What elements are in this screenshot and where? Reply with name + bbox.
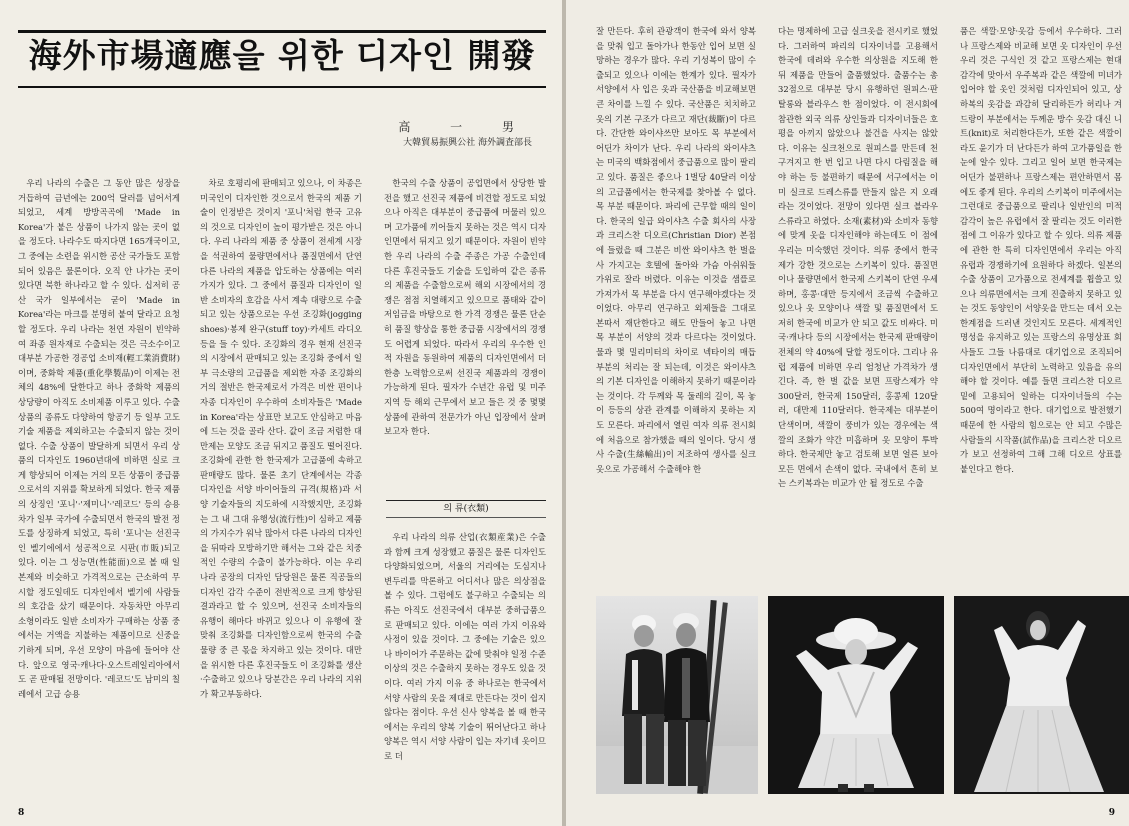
author-affiliation: 大韓貿易振興公社 海外調査部長 [403,138,532,148]
body-text: 우리 나라의 수출은 그 동안 많은 성장을 거듭하여 금년에는 200억 달러를 넘어서게 되었고, 세계 방방곡곡에 'Made in Korea'가 붙은 상품이 나가지 않는 곳이 없을 정도다. 나라수도 따지다면 165개국이고, 그 중에는 소련을 위시한 공산 국가들도 포함되어 있음은 물론이다. 오직 안 나가는 곳이 있다면 북한 하나라고 할 수 있다. 십저히 공산 국가 일부에서는 굳이 'Made in Korea'라는 마크를 분명히 붙여 달라고 요청할 정도다. 우리 나라는 천연 자원이 빈약하여 좌종 원자재로 수출되는 것은 극소수이고 대부분 가공한 경공업 소비재(輕工業消費財)이며, 중화학 제품(重化學製品)이 이제는 전체의 48%에 달한다고 하나 중화학 제품의 상당량이 아직도 소비제품 이루고 있다. 수출 상품의 종류도 다양하여 항공기 등 일부 고도 기술 제품을 제외하고는 수출되지 않는 것이 없다. 수출 상품이 발달하게 되면서 우리 상품의 디자인도 1960년대에 비하면 실로 크게 향상되어 이제는 거의 모든 상품이 중급품으로서의 지위를 확보하게 되었다. 한국 제품의 상징인 '포니'·'제미니'·'레코드' 등의 승용차가 일부 국가에 수출되면서 한국의 발전 정도를 상징하게 되었고, 특히 '포니'는 선진국인 벨기에에서 성공적으로 시판(市販)되고 있다. 이는 그 성능면(性能面)으로 볼 때 일본제와 비슷하고 가격적으로는 근소하여 무시할 정도일데도 디자인에서 벨기에 사람들의 호감을 샀기 때문이다. 자동차만 아무리 소형이라도 일반 소비자가 구매하는 상품 중에서는 거액을 지불하는 제품이므로 신중을 기하게 되며, 우선 모양이 마음에 들어야 산다. 앞으로 영국·캐나다·오스트레일리아에서도 곧 판매될 전망이다. '레코드'도 남미의 칠레에서 고급 승용 [18,178,180,699]
right-column-1 [596,24,756,584]
body-text: 우리 나라의 의류 산업(衣類産業)은 수출과 함께 크게 성장했고 품질은 물론 디자인도 다양화되었으며, 서울의 거리에는 도심지나 변두리를 막론하고 어디서나 많은 의상점을 볼 수 있다. 그럼에도 불구하고 수출되는 의류는 아직도 선진국에서 대부분 중하급품으로 판매되고 있다. 이에는 여러 가지 이유와 사정이 있을 것이다. 그 중에는 기술은 있으나 바이어가 주문하는 값에 맞춰야 일정 수준 이상의 것은 수출하지 못하는 경우도 있을 것이다. 여러 가지 이유 중 하나로는 한국에서 서양 사람의 옷을 제대로 만든다는 것이 쉽지 않다는 점이다. 우선 신사 양복을 볼 때 한국에서는 우리의 양복 기술이 뛰어난다고 하나 양복은 역시 서양 사람이 입는 자기네 옷이므로 더 [384,532,546,761]
page-number-right: 9 [1108,808,1115,818]
body-text: 한국의 수출 상품이 공업면에서 상당한 발전을 했고 선진국 제품에 비견할 정도로 되었으나 아직은 대부분이 중급품에 머물러 있으며 고가품에 끼어들지 못하는 것은 역시 디자인면에서 뒤지고 있기 때문이다. 자원이 빈약한 우리 나라의 수출 주종은 가공 수출인데 다른 후진국들도 기술을 도입하여 같은 종류의 제품을 수출함으로써 해외 시장에서의 경쟁은 점점 치열해지고 있으므로 품태와 같이 저임금을 바탕으로 한 가격 경쟁은 물론 단순히 품질 향상을 통한 중급품 시장에서의 경쟁도 어렵게 되었다. 따라서 우리의 우수한 인적 자원을 동원하여 제품의 디자인면에서 더한층 노력함으로써 선진국 제품과의 경쟁이 가능하게 된다. 필자가 수년간 유럽 및 미주 지역 등 해외 근무에서 보고 들은 것 중 몇몇 상품에 관하여 전문가가 아닌 입장에서 살펴보고자 한다. [384,178,546,437]
author-name: 高 一 男 [398,120,532,134]
section-heading-clothing: 의 류(衣類) [386,500,546,518]
title-rule-top [18,30,546,33]
left-page [0,0,562,826]
body-text: 품은 색깔·모양·옷감 등에서 우수하다. 그러나 프랑스제와 비교해 보면 옷 디자인이 우선 우리 것은 구식인 것 같고 프랑스제는 현대 감각에 맞아서 우주복과 같은 색깔에 미녀가 입어야 할 옷인 것처럼 디자인되어 있고, 상하복의 옷감을 과감히 달리하든가 허리나 겨드랑이 부분에서는 두께운 방수 옷감 대신 니트(knit)로 처리한다든가, 또한 같은 색깔이라도 윤기가 더 난다든가 하여 고가품일을 한눈에 알수 있다. 그리고 일어 보면 한국제는 어딘가 불편하나 프랑스제는 편안하면서 몸에도 좋게 된다. 우리의 스키복이 미주에서는 그런대로 중급품으로 팔리나 일반인의 미적 감각이 높은 유럽에서 잘 팔리는 것도 이러한 점에 그 이유가 있다고 할 수 있다. 의류 제품에 관한 한 특히 디자인면에서 우리는 아직 유럽과 경쟁하기에 요원하다 하겠다. 일본의 수출 상품이 고가품으로 전세계를 휩쓸고 있으나 의류면에서는 크게 진출하지 못하고 있는 것도 동양인이 서양옷을 만드는 데서 오는 한계점을 드러낸 것인지도 모른다. 세계적인 명성을 유지하고 있는 프랑스의 유명상표 회사들도 그들 나름대로 대기업으로 조직되어 디자인면에서 부단히 노력하고 있음을 유의해야 할 것이다. 예를 들면 크리스찬 디오르 밑에 고용되어 일하는 디자이너들의 수는 500여 명이라고 한다. 대기업으로 발전했기 때문에 한 사람의 힘으로는 안 되고 수많은 사람들의 시작품(試作品)을 크리스찬 디오르가 보고 선정하여 그해 그해 디오르 상표를 붙인다고 한다. [960,26,1122,474]
left-column-2 [200,176,362,806]
body-text: 차로 호평리에 판매되고 있으나, 이 차종은 미국인이 디자인한 것으로서 한국의 제품 기술이 인정받은 것이지 '포니'처럼 한국 고유의 것으로 디자인이 높이 평가받은 것은 아니다. 우리 나라의 제품 중 상품이 전세계 시장을 석권하여 물량면에서나 품질면에서 단연 다른 나라의 제품을 압도하는 상품에는 여러 가지가 있다. 그 중에서 품질과 디자인이 일반 소비자의 호감을 사서 계속 대량으로 수출되고 있는 상품으로는 우선 조깅화(jogging shoes)·봉제 완구(stuff toy)·카세트 라디오 등을 들 수 있다. 조깅화의 경우 현재 선진국의 시장에서 판매되고 있는 조깅화 중에서 일부 극소량의 고급품을 제외한 자종 조깅화의 거의 절반은 한국제로서 가격은 비싼 편이나 자종 디자인이 우수하여 소비자들은 'Made in Korea'라는 상표만 보고도 안심하고 마음에 드는 것을 골라 산다. 값이 조금 저렴한 대만제는 모양도 조금 뒤지고 품질도 떨어진다. 조깅화에 관한 한 한국제가 고급품에 속하고 판매량도 많다. 물론 초기 단계에서는 각종 디자인을 서양 바이어들의 규격(規格)과 서양 기술자들의 지도하에 시작했지만, 조깅화는 그 내 그대 유행성(流行性)이 심하고 제품의 가지수가 워낙 많아서 다른 나라의 디자인을 뒤따라 모방하기만 해서는 그와 같은 치중적인 수량의 수출이 불가능하다. 이는 우리 나라 공장의 디자인 담당원은 물론 직공들의 디자인 감각 수준이 전반적으로 크게 향상된 결과라고 할 수 있으며, 선진국 소비자들의 유행이 해마다 바뀌고 있으나 이 유행에 잘 맞춰 조깅화를 디자인함으로써 한국의 수출 물량 중 큰 몫을 차지하고 있는 것이다. 대만을 위시한 다른 후진국들도 이 조깅화를 생산·수출하고 있으나 당분간은 우리 나라의 지위가 확고부동하다. [200,178,362,699]
left-column-1 [18,176,180,806]
right-page [566,0,1129,826]
page-number-left: 8 [18,808,25,818]
title-rule-bottom [18,86,546,88]
body-text: 다는 명제하에 고급 실크옷을 전시키로 했었다. 그러하여 파리의 디자이너를 고용해서 한국에 데려와 우수한 의상원을 지도해 한 뒤 제품을 만들어 출품했었다. 출품수는 총 32점으로 대부분 당시 유행하던 원피스·판탈롱와 블라우스 한 점이었다. 이 전시회에 참관한 외국 의류 상인들과 디자이너들은 호평을 아끼지 않았으나 불건을 사지는 않았다. 이유는 실크천으로 원피스를 만든데 천 구겨지고 한 번 입고 나면 다시 다림질을 해야 하는 등 불편하기 때문에 서구에서는 이미 실크로 드레스류를 만들지 않은 지 오래라는 것이었다. 전망이 있다면 실크 블라우스류라고 하였다. 소재(素材)와 소비자 동향에 맞게 옷을 디자인해야 하는데도 이 점에 우리는 미숙했던 것이다. 의류 중에서 한국제가 강한 것으로는 스키복이 있다. 품질면이나 물량면에서 한국제 스키복이 단연 우세하며, 홍콩·대만 등지에서 조금씩 수출하고 있으나 옷 모양이나 색깔 및 품질면에서 도저히 한국에 비교가 안 되고 값도 비싸다. 미국·캐나다 등의 시장에서는 한국제 판매량이 전체의 약 40%에 달할 정도이다. 그리나 유럽 제품에 비하면 우리 엄청난 가격차가 생긴다. 즉, 한 벌 값을 보면 프랑스제가 약 300달러, 한국제 150달러, 홍콩제 120달러, 대만제 110달러다. 한국제는 대부분이 단색이며, 색깔이 풍비가 있는 경우에는 색깔의 조화가 약간 미흡하며 옷 모양이 투박하다. 한국제만 놓고 검토해 보면 얼른 보아 모든 면에서 손색이 없다. 국내에서 흔히 보는 스키복과는 비교가 안 될 정도로 수출 [778,26,938,489]
left-column-3 [384,176,546,486]
left-column-3b [384,530,546,806]
photo-fashion-long-dress-icon [954,596,1129,794]
body-text: 잘 만든다. 후히 관광객이 한국에 와서 양복을 맞춰 입고 돌아가나 한동안 입어 보면 실망하는 경우가 많다. 우리 기성복이 많이 수출되고 있으나 이에는 한계가 있다. 필자가 서양에서 사 입은 옷과 국산품을 비교해보면 큰 차이를 느낄 수 있다. 국산품은 치치하고 옷의 기본 구조가 다르고 재단(裁斷)이 다르다. 간단한 와이샤쓰만 보아도 목 부분에서 어딘가 차이가 난다. 우리 나라의 와이샤츠는 미국의 백화점에서 중급품으로 많이 팔리고 있다. 품질은 좋으나 1벌당 40달러 이상의 고급품에서는 한국제를 찾아볼 수 없다. 목 부분 때문이다. 파리에 근무할 때의 일이다. 한국의 일급 와이샤츠 수출 회사의 사장과 크리스찬 디오르(Christian Dior) 본점에 들렀을 때 그분은 비싼 와이샤츠 한 벌을 사 가지고는 호텔에 돌아와 가슴 아쉬워들 가위로 잘라 버렸다. 이유는 이것을 샘플로 가져가서 목 부분을 다시 연구해야겠다는 것이었다. 아무리 연구하고 외제들을 그대로 본따서 재단한다고 해도 만들어 놓고 나면 목 부분이 서양의 것과 다르다는 것이었다. 물과 몇 밀리미터의 차이로 넥타이의 매듭 부분의 처리는 잘 되는데, 이것은 와이샤츠의 기본 디자인을 이해하지 못하기 때문이라는 것이다. 각 두께와 목 둘레의 길이, 목 놓이 등등의 상관 관계를 이해하지 못하는 지도 모른다. 파리에서 열린 여자 의류 전시회에 처음으로 참가했을 때의 일이다. 당시 생사 수출(生絲輸出)이 저조하여 생사를 실크옷으로 가공해서 수출해야 한 [596,26,756,474]
photo-fashion-jacket-icon [768,596,944,794]
photo-ski-couple-icon [596,596,758,794]
article-title: 海外市場適應을 위한 디자인 開發 [28,36,536,75]
right-column-3 [960,24,1122,584]
right-column-2 [778,24,938,584]
